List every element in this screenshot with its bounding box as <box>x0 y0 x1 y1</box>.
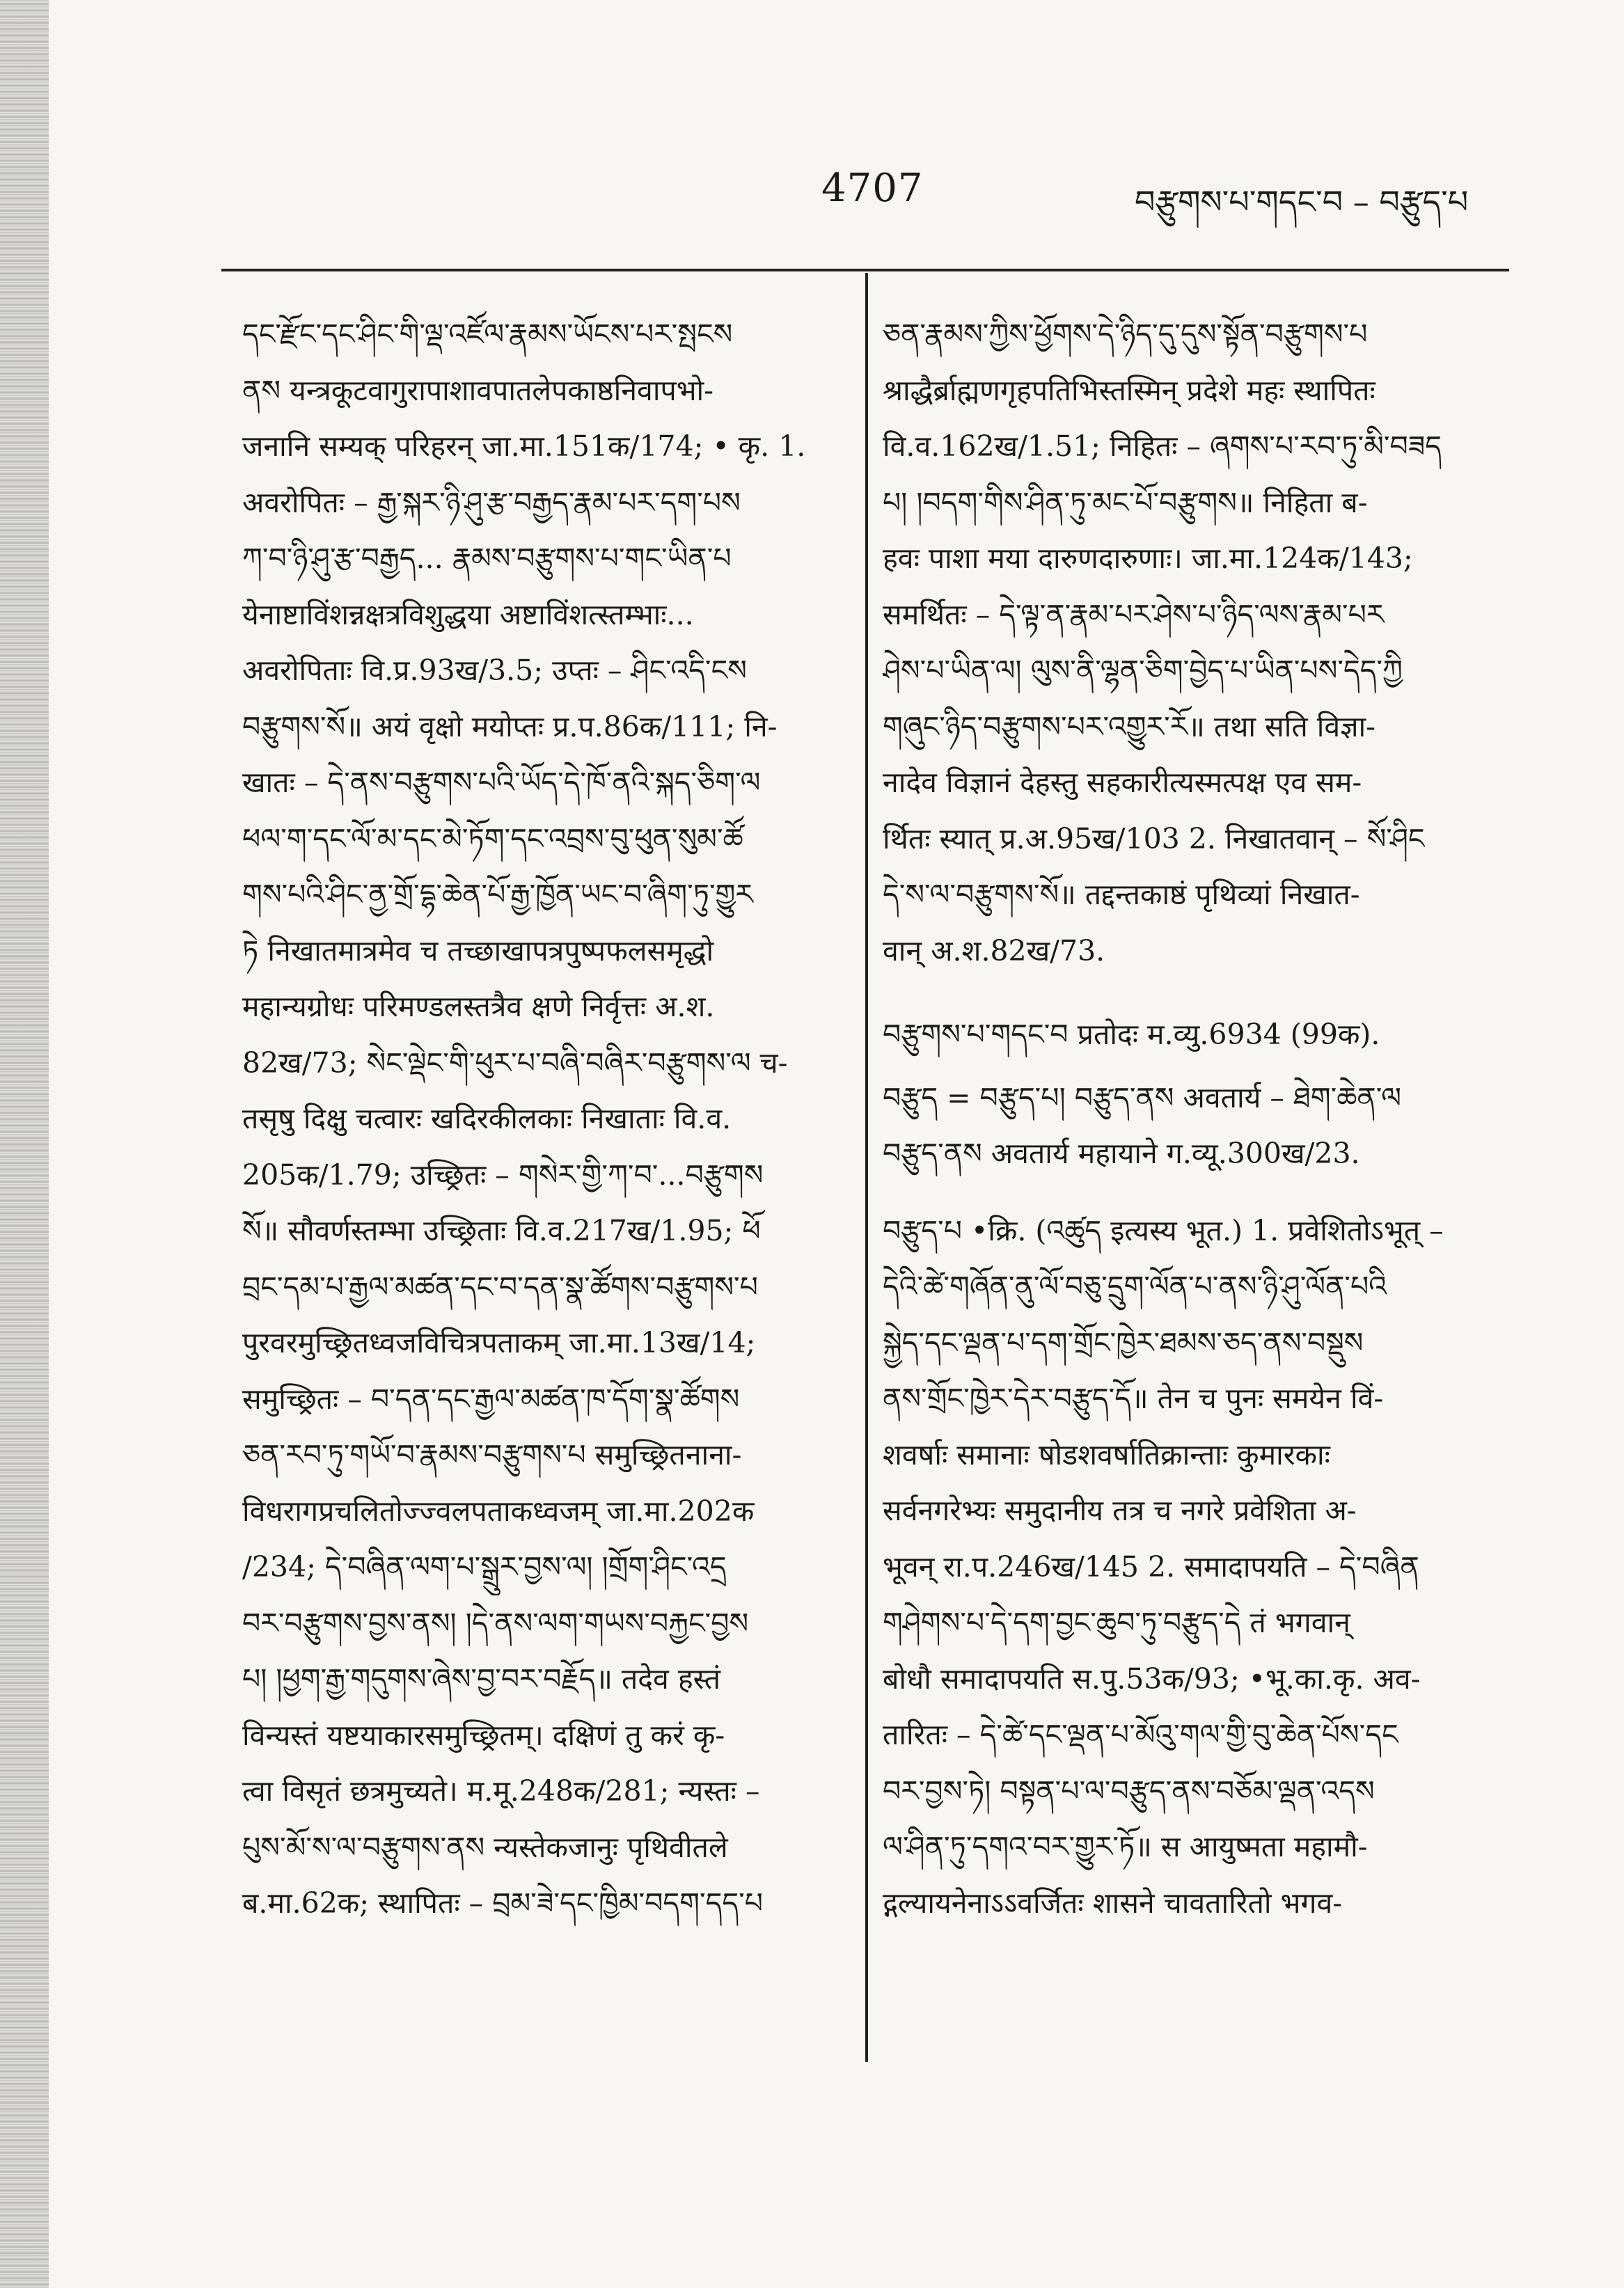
entry-brtsud <box>883 1070 1495 1182</box>
text-line: हवः पाशा मया दारुणदारुणाः। जा.मा.124क/143; <box>883 542 1413 575</box>
right-column <box>883 306 1495 1931</box>
text-line: तसृषु दिक्षु चत्वारः खदिरकीलकाः निखाताः वि.व. <box>242 1102 732 1135</box>
text-line: खातः – དེ་ནས་བརྩུགས་པའི་ཡོད་དེ་ཁོ་ནའི་སྐད་ཅིག་ལ <box>242 766 761 799</box>
text-line: དེའི་ཚེ་གཞོན་ནུ་ལོ་བཅུ་དྲུག་ལོན་པ་ནས་ཉི་ཤུ་ལོན་པའི <box>883 1270 1387 1303</box>
text-line: པ། །བདག་གིས་ཤིན་ཏུ་མང་པོ་བརྩུགས॥ निहिता ब- <box>883 485 1368 519</box>
text-line: अवरोपितः – རྒྱ་སྐར་ཉི་ཤུ་རྩ་བརྒྱད་རྣམ་པར་དག་པས <box>242 485 741 519</box>
entry-brtsugs-pa-gdang-ba <box>883 1007 1495 1063</box>
text-line: བར་བརྩུགས་བྱས་ནས། །དེ་ནས་ལག་གཡས་བརྐྱང་བྱས <box>242 1606 749 1640</box>
text-line: द्गल्यायनेनाऽऽवर्जितः शासने चावतारितो भगव- <box>883 1886 1343 1920</box>
text-line: བརྩུགས་པ་གདང་བ प्रतोदः म.व्यु.6934 (99क). <box>883 1018 1380 1051</box>
text-line: ཕལ་ག་དང་ལོ་མ་དང་མེ་ཏོག་དང་འབྲས་བུ་ཕུན་སུམ་ཚོ <box>242 821 743 855</box>
text-line: वि.व.162ख/1.51; निहितः – ཞགས་པ་རབ་ཏུ་མི་བཟད <box>883 429 1442 463</box>
text-line: वान् अ.श.82ख/73. <box>883 933 1105 968</box>
header-rule <box>221 269 1509 271</box>
text-line: नादेव विज्ञानं देहस्तु सहकारीत्यस्मत्पक्ष एव सम- <box>883 766 1362 799</box>
text-line: तारितः – དེ་ཚེ་དང་ལྡན་པ་མོའུ་གལ་གྱི་བུ་ཆེན་པོས་དང <box>883 1718 1398 1751</box>
text-line: ནས यन्त्रकूटवागुरापाशावपातलेपकाष्ठनिवापभो- <box>242 373 714 407</box>
text-line: དེ་ས་ལ་བརྩུགས་སོ॥ तद्दन्तकाष्ठं पृथिव्यां निखात- <box>883 878 1360 911</box>
text-line: བརྩུགས་སོ॥ अयं वृक्षो मयोप्तः प्र.प.86क/111; नि- <box>242 709 778 743</box>
text-line: सर्वनगरेभ्यः समुदानीय तत्र च नगरे प्रवेशिता अ- <box>883 1494 1357 1527</box>
text-line: གཤེགས་པ་དེ་དག་བྱང་ཆུབ་ཏུ་བརྩུད་དེ तं भगवान् <box>883 1606 1350 1639</box>
text-line: विधरागप्रचलितोज्ज्वलपताकध्वजम् जा.मा.202क <box>242 1494 755 1528</box>
text-line: དང་རྫོང་དང་ཤིང་གི་ལྡ་འཛོལ་རྣམས་ཡོངས་པར་སྤངས <box>242 317 733 351</box>
text-line: महान्यग्रोधः परिमण्डलस्तत्रैव क्षणे निर्वृत्तः अ.श. <box>242 990 715 1023</box>
page-number: 4707 <box>821 166 924 211</box>
entry-brtsugs-pa-continued <box>883 306 1495 979</box>
text-line: གས་པའི་ཤིང་ནྱ་གྲོ་དྷ་ཆེན་པོ་རྒྱ་ཁྱོན་ཡང་བ་ཞིག་ཏུ་གྱུར <box>242 878 753 911</box>
text-line: པ། །ཕྱག་རྒྱ་གདུགས་ཞེས་བྱ་བར་བརྗོད॥ तदेव हस्तं <box>242 1662 720 1696</box>
text-line: ཏེ निखातमात्रमेव च तच्छाखापत्रपुष्पफलसमृद्धो <box>242 933 714 968</box>
text-line: ཀ་བ་ཉི་ཤུ་རྩ་བརྒྱད... རྣམས་བརྩུགས་པ་གང་ཡིན་པ <box>242 542 732 575</box>
text-line: बोधौ समादापयति स.पु.53क/93; •भू.का.कृ. अव- <box>883 1662 1421 1696</box>
text-line: 82ख/73; སེང་ལྡེང་གི་ཕུར་པ་བཞི་བཞིར་བརྩུགས་ལ च- <box>242 1046 788 1080</box>
text-line: र्थितः स्यात् प्र.अ.95ख/103 2. निखातवान् – སོ་ཤིང <box>883 821 1425 855</box>
text-line: विन्यस्तं यष्टयाकारसमुच्छ्रितम्। दक्षिणं तु करं कृ- <box>242 1718 725 1752</box>
text-line: श्राद्धैर्ब्राह्मणगृहपतिभिस्तस्मिन् प्रदेशे महः स्थापितः <box>883 373 1375 407</box>
column-divider <box>865 273 868 2062</box>
text-line: पुरवरमुच्छ्रितध्वजविचित्रपताकम् जा.मा.13ख/14; <box>242 1326 756 1359</box>
text-line: ཅན་རབ་ཏུ་གཡོ་བ་རྣམས་བརྩུགས་པ समुच्छ्रितनाना- <box>242 1438 742 1472</box>
text-line: གཞུང་ཉིད་བརྩུགས་པར་འགྱུར་རོ॥ तथा सति विज्ञा- <box>883 709 1375 743</box>
text-line: ཅན་རྣམས་ཀྱིས་ཕྱོགས་དེ་ཉིད་དུ་དུས་སྟོན་བརྩུགས་པ <box>883 317 1368 351</box>
text-line: སྐྱེད་དང་ལྡན་པ་དག་གྲོང་ཁྱེར་ཐམས་ཅད་ནས་བསྡུས <box>883 1325 1364 1359</box>
text-line: ཤེས་པ་ཡིན་ལ། ལུས་ནི་ལྷན་ཅིག་བྱེད་པ་ཡིན་པས་དེད་ཀྱི <box>883 654 1403 687</box>
text-line: བརྩུད་པ •क्रि. (འཚུད इत्यस्य भूत.) 1. प्रवेशितोऽभूत् – <box>883 1213 1444 1247</box>
text-line: 205क/1.79; उच्छ्रितः – གསེར་གྱི་ཀ་བ་...བརྩུགས <box>242 1158 764 1192</box>
text-line: ནས་གྲོང་ཁྱེར་དེར་བརྩུད་དོ॥ तेन च पुनः समयेन विं- <box>883 1382 1384 1415</box>
left-column <box>242 306 848 1932</box>
text-line: སོ॥ सौवर्णस्तम्भा उच्छ्रिताः वि.व.217ख/1.95; ཕོ <box>242 1214 761 1247</box>
text-line: ལ་ཤིན་ཏུ་དགའ་བར་གྱུར་ཏོ॥ स आयुष्मता महामौ- <box>883 1830 1368 1863</box>
text-line: समर्थितः – དེ་ལྟ་ན་རྣམ་པར་ཤེས་པ་ཉིད་ལས་རྣམ་པར <box>883 597 1385 631</box>
scan-binding-edge <box>0 0 49 2288</box>
text-line: པུས་མོ་ས་ལ་བརྩུགས་ནས न्यस्तेकजानुः पृथिवीतले <box>242 1830 728 1864</box>
text-line: समुच्छ्रितः – བ་དན་དང་རྒྱལ་མཚན་ཁ་དོག་སྣ་ཚོགས <box>242 1382 740 1416</box>
text-line: भूवन् रा.प.246ख/145 2. समादापयति – དེ་བཞིན <box>883 1549 1419 1584</box>
text-line: येनाष्टाविंशन्नक्षत्रविशुद्धया अष्टाविंशत्स्तम्भाः... <box>242 597 694 631</box>
text-line: त्वा विसृतं छत्रमुच्यते। म.मू.248क/281; न्यस्तः – <box>242 1774 760 1808</box>
text-line: जनानि सम्यक् परिहरन् जा.मा.151क/174; • कृ. 1. <box>242 429 806 463</box>
text-line: བརྩུད་ནས अवतार्य महायाने ग.व्यू.300ख/23. <box>883 1137 1360 1170</box>
text-line: ब.मा.62क; स्थापितः – བྲམ་ཟེ་དང་ཁྱིམ་བདག་དད་པ <box>242 1886 763 1920</box>
text-line: शवर्षाः समानाः षोडशवर्षातिक्रान्ताः कुमारकाः <box>883 1437 1330 1472</box>
text-line: བརྩུད = བརྩུད་པ། བརྩུད་ནས अवतार्य – ཐེག་ཆེན་ལ <box>883 1080 1402 1114</box>
running-header: བརྩུགས་པ་གདང་བ – བརྩུད་པ <box>1135 183 1469 221</box>
text-line: अवरोपिताः वि.प्र.93ख/3.5; उप्तः – ཤིང་འདི་ངས <box>242 654 747 687</box>
entry-brtsud-pa <box>883 1203 1495 1932</box>
text-line: བར་བྱས་ཏེ། བསྟན་པ་ལ་བརྩུད་ནས་བཅོམ་ལྡན་འདས <box>883 1774 1375 1808</box>
text-line: /234; དེ་བཞིན་ལག་པ་སྒྲུར་བྱས་ལ། །གྲོག་ཤིང་འདྲ <box>242 1550 727 1584</box>
text-line: བྲང་དམ་པ་རྒྱལ་མཚན་དང་བ་དན་སྣ་ཚོགས་བརྩུགས་པ <box>242 1270 758 1304</box>
